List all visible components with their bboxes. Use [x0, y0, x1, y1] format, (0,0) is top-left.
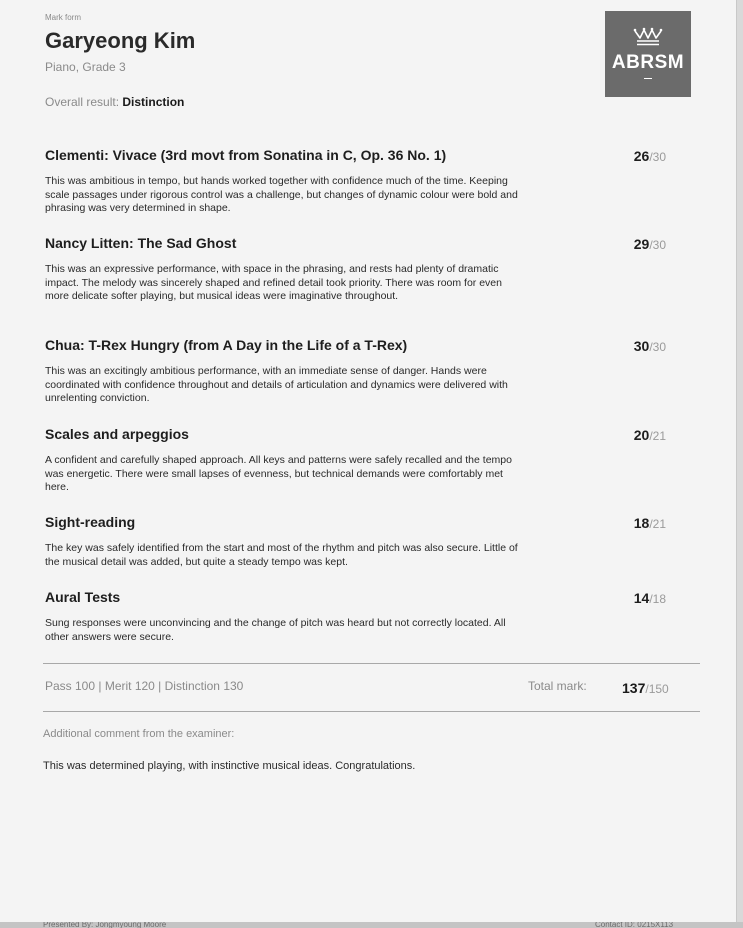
- exam-subtitle: Piano, Grade 3: [45, 60, 126, 74]
- item-score: [634, 148, 666, 164]
- additional-comment-label: Additional comment from the examiner:: [43, 728, 235, 740]
- item-title: Scales and arpeggios: [45, 426, 189, 442]
- overall-result-label: Overall result:: [45, 95, 120, 109]
- item-score-value: 29: [633, 236, 650, 252]
- logo-underline: [644, 78, 652, 79]
- item-comment: This was ambitious in tempo, but hands worked together with confidence much of the time. Keeping scale passages under rigorous control was a challenge, but changes of dynamic colour were bold and phrasing was very determined in shape.: [45, 175, 518, 214]
- item-sight-reading: [45, 514, 675, 569]
- form-label: Mark form: [45, 13, 81, 22]
- additional-comment-text: This was determined playing, with instinctive musical ideas. Congratulations.: [43, 760, 416, 772]
- summary-divider-bottom: [43, 711, 700, 712]
- item-score-max: /30: [649, 150, 666, 164]
- overall-result: [45, 95, 184, 109]
- item-score-max: /30: [649, 340, 666, 354]
- total-mark-value: 137: [622, 680, 646, 696]
- item-score-value: 30: [633, 338, 650, 354]
- item-score-value: 26: [633, 148, 650, 164]
- item-comment: The key was safely identified from the start and most of the rhythm and pitch was also secure. Little of the musical detail was added, but quite a steady tempo was kept.: [45, 542, 518, 568]
- overall-result-value: Distinction: [122, 95, 185, 109]
- logo-text: ABRSM: [611, 52, 685, 73]
- item-score: [634, 427, 666, 443]
- item-aural-tests: [45, 589, 675, 644]
- item-comment: This was an excitingly ambitious performance, with an immediate sense of danger. Hands were coordinated with confidence throughout and details of articulation and dynamics were delivered with unrelenting conviction.: [45, 365, 508, 404]
- item-score: [634, 590, 666, 606]
- item-score-max: /21: [649, 429, 666, 443]
- item-comment: A confident and carefully shaped approach. All keys and patterns were safely recalled and the tempo was energetic. There were small lapses of evenness, but technical demands were comfortably met here.: [45, 454, 512, 493]
- item-score-value: 20: [633, 427, 650, 443]
- item-score-value: 14: [633, 590, 650, 606]
- item-score-max: /18: [649, 592, 666, 606]
- item-title: Chua: T-Rex Hungry (from A Day in the Life of a T-Rex): [45, 337, 408, 353]
- contact-id: Contact ID: 0215X113: [595, 922, 674, 928]
- item-title: Sight-reading: [45, 514, 136, 530]
- item-clementi: [45, 147, 675, 216]
- grade-thresholds: Pass 100 | Merit 120 | Distinction 130: [45, 679, 244, 693]
- item-score: [634, 236, 666, 252]
- item-scales: [45, 426, 675, 495]
- total-mark-max: /150: [645, 682, 669, 696]
- item-title: Nancy Litten: The Sad Ghost: [45, 235, 237, 251]
- item-title: Clementi: Vivace (3rd movt from Sonatina in C, Op. 36 No. 1): [45, 147, 447, 163]
- item-chua: [45, 337, 675, 406]
- footer-band: [0, 922, 743, 928]
- item-comment: This was an expressive performance, with space in the phrasing, and rests had plenty of dramatic impact. The melody was sincerely shaped and refined detail took priority. There was room for even more delicate softer playing, but musical ideas were imaginative throughout.: [45, 263, 502, 302]
- item-litten: [45, 235, 675, 304]
- abrsm-logo: [605, 11, 691, 97]
- crown-icon: [633, 27, 663, 47]
- item-score: [634, 515, 666, 531]
- item-title: Aural Tests: [45, 589, 121, 605]
- item-comment: Sung responses were unconvincing and the change of pitch was heard but not correctly located. All other answers were secure.: [45, 617, 506, 643]
- total-mark-label: Total mark:: [528, 679, 587, 693]
- candidate-name: Garyeong Kim: [45, 28, 196, 53]
- item-score: [634, 338, 666, 354]
- item-score-value: 18: [633, 515, 650, 531]
- total-mark: [622, 680, 669, 696]
- item-score-max: /21: [649, 517, 666, 531]
- item-score-max: /30: [649, 238, 666, 252]
- summary-divider-top: [43, 663, 700, 664]
- presented-by: Presented By: Jongmyoung Moore: [43, 922, 167, 928]
